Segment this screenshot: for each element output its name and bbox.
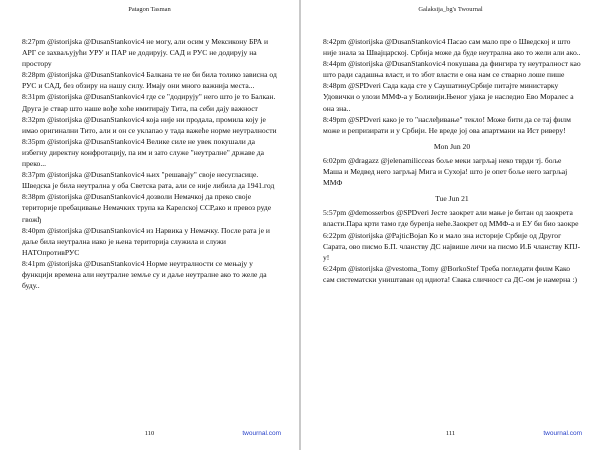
tweet-entry: 8:42pm @istorijska @DusanStankovic4 Пасао сам мало пре о Шведској и што није знала за Швајцарској. Србија може да буде неутрална ако то жели али ако.. xyxy=(323,37,581,58)
tweet-entry: 8:35pm @istorijska @DusanStankovic4 Велике силе не увек покушали да избегну директну конфротацију, па им и зато служе "неутралне" државе да преко... xyxy=(22,136,265,169)
tweet-entry: 8:48pm @SPDveri Сада када сте у СаушатинуСрбије питајте министарку Удовички о улози ММФ-а у Боливији.Њеног ујака је наследио Ево Моралес а она зна.. xyxy=(323,81,574,113)
tweet-entry: 8:44pm @istorijska @DusanStankovic4 покушава да фингира ту неутралност као што ради садашња власт, и то збот власти е она нам се стварно лоше пише xyxy=(323,59,581,80)
running-header: Galaksija_bg's Twournal xyxy=(418,6,483,13)
page-number: 111 xyxy=(445,430,456,437)
tweet-entry: 6:22pm @istorijska @PajticBojan Ко и мало зна историје Србије од Другог Сарата, ово писмо Б.П. чланству ДС највише личи на писмо И.Б чланству КПЈ-у! xyxy=(323,230,581,262)
tweet-entry: 8:49pm @SPDveri како је то "наслеђивање" текло! Може бити да се тај филм може и репризирати и у Србији. Не вреде јој ова апартмани на Ист риверу! xyxy=(323,114,571,135)
tweet-entry: 8:41pm @istorijska @DusanStankovic4 Норме неутралности се мењају у функцији времена али неутралне земље су и даље неутралне ако то желе да буду.. xyxy=(22,258,267,291)
tweet-entry: 5:57pm @demosserbos @SPDveri Јесте заокрет али мање је битан од заокрета власти.Пара крти тамо где бурепја неће.Заокрет од ММФ-а и ЕУ би био заокре xyxy=(323,208,579,229)
date-heading: Tue Jun 21 xyxy=(435,194,469,204)
date-heading: Mon Jun 20 xyxy=(433,141,471,151)
tweet-entry: 8:27pm @istorijska @DusanStankovic4 не могу, али осим у Мексикону БРА и АРГ се захваљујући УРУ и ПАР не додирују. САД и РУС не додирују на простору xyxy=(22,37,269,69)
site-link[interactable]: twournal.com xyxy=(543,430,582,437)
tweet-entry: 8:37pm @istorijska @DusanStankovic4 њих "решавају" своје несугласице. Шведска је била неутрална у оба Светска рата, али се није либила да 1941.год xyxy=(22,170,275,191)
tweet-entry: 8:40pm @istorijska @DusanStankovic4 из Нарвика у Немачку. После рата је и даље била неутрална иако је њена територија служила и служи НАТОпротивРУС xyxy=(22,225,271,257)
left-page xyxy=(0,0,299,450)
right-page xyxy=(301,0,600,450)
tweet-entry: 6:24pm @istorijska @vestoma_Tomy @BorkoStef Треба погледати филм Како сам систематски уништаван од идиота! Свака сличност са ДС-ом је намерна :) xyxy=(323,263,578,284)
page-body xyxy=(323,36,581,285)
tweet-entry: 8:32pm @istorijska @DusanStankovic4 која није ни продала, промила коју је имао оригинални Тито, али и он се уклапао у тада важеће норме неутралности xyxy=(22,114,277,135)
site-link[interactable]: twournal.com xyxy=(242,430,281,437)
page-number: 110 xyxy=(144,430,155,437)
tweet-entry: 6:02pm @dragazz @jelenamilicceas боље меки загрљај неко тврди тј. боље Маша и Медвед него загрљај Мига и Сухоја! што је опет боље него загрљај ММФ xyxy=(323,155,568,188)
page-body xyxy=(22,36,280,291)
tweet-entry: 8:38pm @istorijska @DusanStankovic4 дозволи Немачкој да преко своје територије пребацивање Немачких трупа ка Карелској ССР,ако и превоз руде гвожђ xyxy=(22,192,272,224)
running-header: Patagon Tasman xyxy=(128,6,171,13)
tweet-entry: 8:28pm @istorijska @DusanStankovic4 Балкана те не би била толико зависна од РУС и САД, без обзиру на нашу силу. Имају они много важнија места... xyxy=(22,70,277,91)
tweet-entry: 8:31pm @istorijska @DusanStankovic4 где се "додирују" него што је то Балкан. Друга је ствар што наше вође хоће имитирају Тита, па себи дају важност xyxy=(22,92,276,113)
